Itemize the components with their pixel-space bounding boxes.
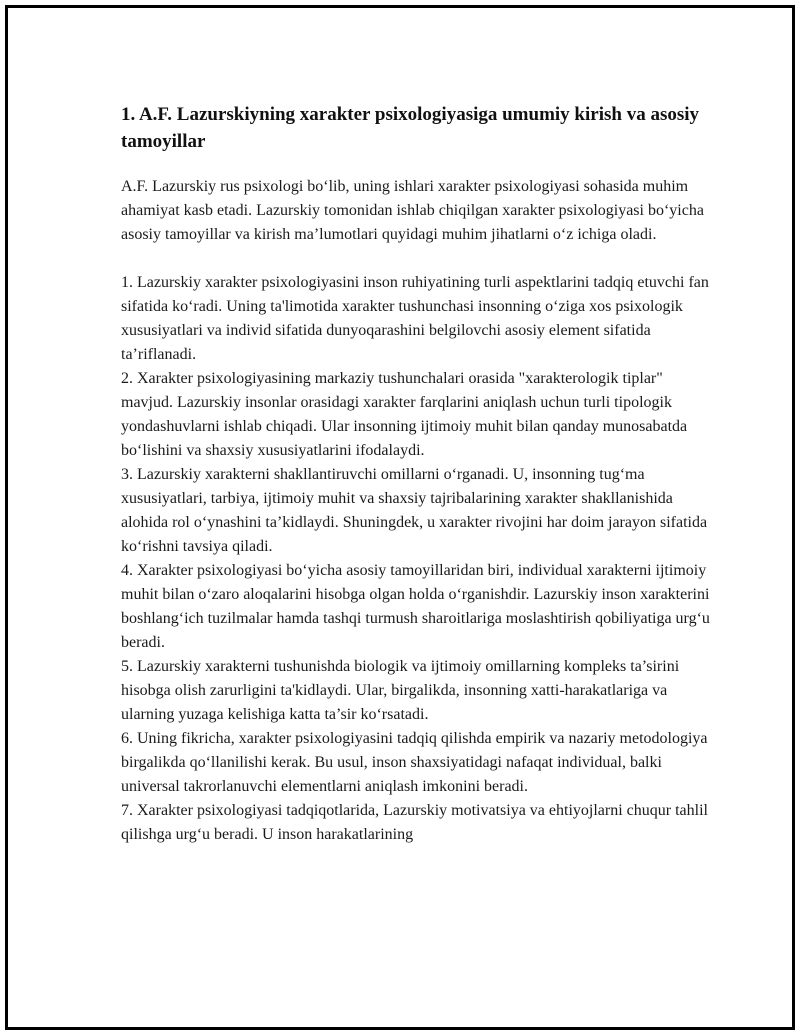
intro-paragraph: A.F. Lazurskiy rus psixologi bo‘lib, uning ishlari xarakter psixologiyasi sohasida muhim ahamiyat kasb etadi. Lazurskiy tomonidan ishlab chiqilgan xarakter psixologiyasi bo‘yicha asosiy tamoyillar va kirish ma’lumotlari quyidagi muhim jihatlarni o‘z ichiga oladi. (121, 178, 704, 243)
document-body (121, 101, 711, 847)
list-item-1: 1. Lazurskiy xarakter psixologiyasini inson ruhiyatining turli aspektlarini tadqiq etuvchi fan sifatida ko‘radi. Uning ta'limotida xarakter tushunchasi insonning o‘ziga xos psixologik xususiyatlari va individ sifatida dunyoqarashini belgilovchi asosiy element sifatida ta’riflanadi. (121, 274, 709, 363)
list-item-2: 2. Xarakter psixologiyasining markaziy tushunchalari orasida "xarakterologik tiplar" mavjud. Lazurskiy insonlar orasidagi xarakter farqlarini aniqlash uchun turli tipologik yondashuvlarni ishlab chiqadi. Ular insonning ijtimoiy muhit bilan qanday munosabatda bo‘lishini va shaxsiy xususiyatlarini ifodalaydi. (121, 370, 688, 459)
list-item-3: 3. Lazurskiy xarakterni shakllantiruvchi omillarni o‘rganadi. U, insonning tug‘ma xususiyatlari, tarbiya, ijtimoiy muhit va shaxsiy tajribalarining xarakter shakllanishida alohida rol o‘ynashini ta’kidlaydi. Shuningdek, u xarakter rivojini har doim jarayon sifatida ko‘rishni tavsiya qiladi. (121, 466, 708, 555)
page-frame (5, 5, 795, 1030)
list-item-5: 5. Lazurskiy xarakterni tushunishda biologik va ijtimoiy omillarning kompleks ta’sirini hisobga olish zarurligini ta'kidlaydi. Ular, birgalikda, insonning xatti-harakatlariga va ularning yuzaga kelishiga katta ta’sir ko‘rsatadi. (121, 658, 680, 723)
document-title: 1. A.F. Lazurskiyning xarakter psixologiyasiga umumiy kirish va asosiy tamoyillar (121, 104, 700, 152)
list-item-4: 4. Xarakter psixologiyasi bo‘yicha asosiy tamoyillaridan biri, individual xarakterni ijtimoiy muhit bilan o‘zaro aloqalarini hisobga olgan holda o‘rganishdir. Lazurskiy inson xarakterini boshlang‘ich tuzilmalar hamda tashqi turmush sharoitlariga moslashtirish qobiliyatiga urg‘u beradi. (121, 562, 710, 651)
list-item-7: 7. Xarakter psixologiyasi tadqiqotlarida, Lazurskiy motivatsiya va ehtiyojlarni chuqur tahlil qilishga urg‘u beradi. U inson harakatlarining (121, 802, 708, 843)
list-item-6: 6. Uning fikricha, xarakter psixologiyasini tadqiq qilishda empirik va nazariy metodologiya birgalikda qo‘llanilishi kerak. Bu usul, inson shaxsiyatidagi nafaqat individual, balki universal takrorlanuvchi elementlarni aniqlash imkonini beradi. (121, 730, 708, 795)
